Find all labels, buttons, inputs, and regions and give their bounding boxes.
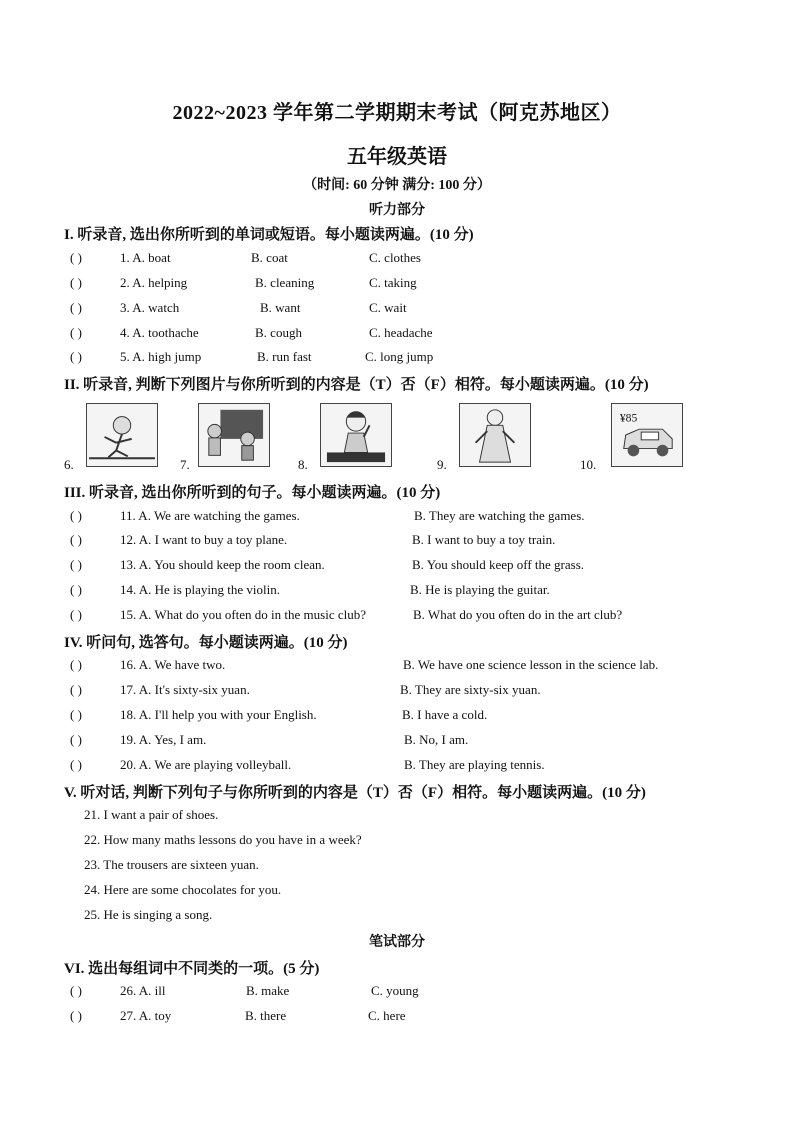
statement: 22. How many maths lessons do you have in a week?: [84, 832, 362, 847]
option-c: C. wait: [369, 300, 407, 315]
answer-blank[interactable]: ( ): [70, 657, 82, 672]
answer-blank[interactable]: ( ): [70, 532, 82, 547]
woman-icon: [459, 403, 531, 467]
answer-blank[interactable]: ( ): [70, 325, 82, 340]
price-tag: ¥85: [619, 411, 638, 425]
option-a: 15. A. What do you often do in the music club?: [120, 607, 366, 622]
option-b: B. They are playing tennis.: [404, 757, 545, 772]
option-c: C. clothes: [369, 250, 421, 265]
answer-blank[interactable]: ( ): [70, 300, 82, 315]
option-b: B. coat: [251, 250, 288, 265]
option-a: 3. A. watch: [120, 300, 180, 315]
section-2-heading: II. 听录音, 判断下列图片与你所听到的内容是（T）否（F）相符。每小题读两遍。(10 分): [64, 377, 649, 393]
option-a: 27. A. toy: [120, 1008, 172, 1023]
option-b: B. run fast: [257, 349, 312, 364]
girl-singing-icon: [320, 403, 392, 467]
option-b: B. cough: [255, 325, 302, 340]
question-row: [64, 757, 744, 777]
exam-meta: （时间: 60 分钟 满分: 100 分）: [303, 178, 491, 193]
answer-blank[interactable]: ( ): [70, 707, 82, 722]
option-a: 11. A. We are watching the games.: [120, 508, 300, 523]
option-b: B. make: [246, 983, 290, 998]
question-row: [64, 582, 744, 602]
question-row: [64, 532, 744, 552]
section-3-heading: III. 听录音, 选出你所听到的句子。每小题读两遍。(10 分): [64, 485, 441, 501]
section-1-heading: I. 听录音, 选出你所听到的单词或短语。每小题读两遍。(10 分): [64, 227, 474, 243]
option-c: C. long jump: [365, 349, 434, 364]
section-4-heading: IV. 听问句, 选答句。每小题读两遍。(10 分): [64, 635, 348, 651]
option-a: 14. A. He is playing the violin.: [120, 582, 280, 597]
answer-blank[interactable]: ( ): [70, 732, 82, 747]
option-c: C. here: [368, 1008, 406, 1023]
two-kids-board-icon: [198, 403, 270, 467]
option-c: C. headache: [369, 325, 433, 340]
picture-number: 10.: [580, 457, 597, 472]
option-a: 4. A. toothache: [120, 325, 199, 340]
option-a: 17. A. It's sixty-six yuan.: [120, 682, 250, 697]
answer-blank[interactable]: ( ): [70, 983, 82, 998]
section-6-heading: VI. 选出每组词中不同类的一项。(5 分): [64, 961, 320, 977]
picture-number: 6.: [64, 457, 74, 472]
statement: 24. Here are some chocolates for you.: [84, 882, 282, 897]
option-a: 1. A. boat: [120, 250, 171, 265]
statement: 21. I want a pair of shoes.: [84, 807, 219, 822]
statement: 23. The trousers are sixteen yuan.: [84, 857, 259, 872]
option-a: 19. A. Yes, I am.: [120, 732, 207, 747]
question-row: [64, 682, 744, 702]
option-a: 13. A. You should keep the room clean.: [120, 557, 325, 572]
option-b: B. They are sixty-six yuan.: [400, 682, 541, 697]
question-row: [64, 325, 744, 345]
picture-number: 9.: [437, 457, 447, 472]
exam-title: 2022~2023 学年第二学期期末考试（阿克苏地区）: [172, 102, 622, 124]
option-b: B. What do you often do in the art club?: [413, 607, 623, 622]
written-part-label: 笔试部分: [369, 935, 425, 950]
option-a: 18. A. I'll help you with your English.: [120, 707, 317, 722]
question-row: [64, 349, 744, 369]
option-c: C. young: [371, 983, 419, 998]
option-b: B. I have a cold.: [402, 707, 488, 722]
option-a: 16. A. We have two.: [120, 657, 226, 672]
answer-blank[interactable]: ( ): [70, 275, 82, 290]
question-row: [64, 250, 744, 270]
question-row: [64, 707, 744, 727]
answer-blank[interactable]: ( ): [70, 607, 82, 622]
question-row: [64, 983, 744, 1003]
picture-number: 7.: [180, 457, 190, 472]
statement: 25. He is singing a song.: [84, 907, 213, 922]
answer-blank[interactable]: ( ): [70, 557, 82, 572]
listening-part-label: 听力部分: [369, 203, 425, 218]
answer-blank[interactable]: ( ): [70, 1008, 82, 1023]
cartoon-kid-icon: [86, 403, 158, 467]
option-b: B. there: [245, 1008, 287, 1023]
option-b: B. We have one science lesson in the science lab.: [403, 657, 659, 672]
question-row: [64, 657, 744, 677]
option-b: B. want: [260, 300, 301, 315]
answer-blank[interactable]: ( ): [70, 582, 82, 597]
answer-blank[interactable]: ( ): [70, 250, 82, 265]
answer-blank[interactable]: ( ): [70, 508, 82, 523]
option-a: 2. A. helping: [120, 275, 188, 290]
option-a: 5. A. high jump: [120, 349, 202, 364]
picture-number: 8.: [298, 457, 308, 472]
option-b: B. I want to buy a toy train.: [412, 532, 556, 547]
exam-subtitle: 五年级英语: [347, 146, 447, 168]
question-row: [64, 607, 744, 627]
question-row: [64, 508, 744, 528]
option-c: C. taking: [369, 275, 417, 290]
option-b: B. You should keep off the grass.: [412, 557, 585, 572]
option-b: B. cleaning: [255, 275, 315, 290]
question-row: [64, 275, 744, 295]
option-a: 26. A. ill: [120, 983, 166, 998]
answer-blank[interactable]: ( ): [70, 682, 82, 697]
option-a: 20. A. We are playing volleyball.: [120, 757, 292, 772]
option-b: B. No, I am.: [404, 732, 469, 747]
option-a: 12. A. I want to buy a toy plane.: [120, 532, 288, 547]
question-row: [64, 557, 744, 577]
toy-car-icon: [611, 403, 683, 467]
question-row: [64, 1008, 744, 1028]
option-b: B. They are watching the games.: [414, 508, 585, 523]
section-5-heading: V. 听对话, 判断下列句子与你所听到的内容是（T）否（F）相符。每小题读两遍。(10 分): [64, 785, 646, 801]
question-row: [64, 300, 744, 320]
answer-blank[interactable]: ( ): [70, 757, 82, 772]
answer-blank[interactable]: ( ): [70, 349, 82, 364]
option-b: B. He is playing the guitar.: [410, 582, 550, 597]
question-row: [64, 732, 744, 752]
